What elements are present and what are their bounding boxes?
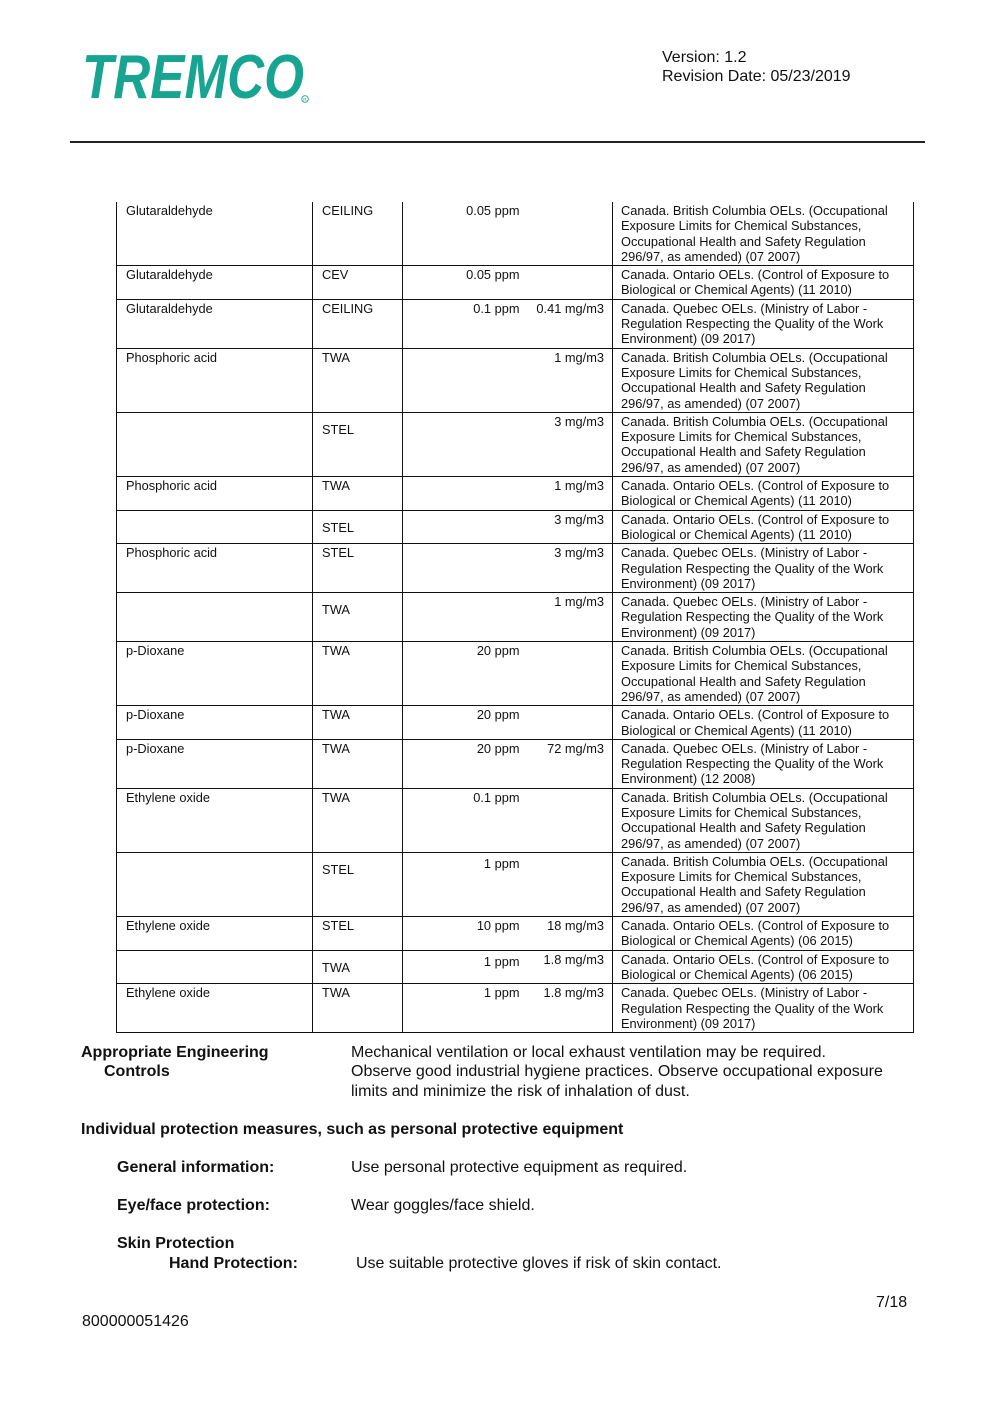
source-cell: Canada. British Columbia OELs. (Occupational Exposure Limits for Chemical Substances, Occupational Health and Safety Regulation 296/97, as amended) (07 2007) — [613, 642, 914, 706]
mg-cell: 1 mg/m3 — [520, 477, 613, 511]
mg-cell: 1 mg/m3 — [520, 348, 613, 412]
source-cell: Canada. British Columbia OELs. (Occupational Exposure Limits for Chemical Substances, Occupational Health and Safety Regulation 296/97, as amended) (07 2007) — [613, 852, 914, 916]
table-row — [117, 299, 914, 348]
mg-cell: 3 mg/m3 — [520, 412, 613, 476]
engineering-label-line1: Appropriate Engineering — [81, 1044, 269, 1061]
component-cell — [117, 510, 313, 544]
source-cell: Canada. Quebec OELs. (Ministry of Labor - Regulation Respecting the Quality of the Work Environment) (09 2017) — [613, 299, 914, 348]
mg-cell: 1.8 mg/m3 — [520, 950, 613, 984]
component-cell: Glutaraldehyde — [117, 299, 313, 348]
mg-cell — [520, 852, 613, 916]
table-row — [117, 348, 914, 412]
source-cell: Canada. Ontario OELs. (Control of Exposure to Biological or Chemical Agents) (11 2010) — [613, 477, 914, 511]
hand-protection-label: Hand Protection: — [169, 1255, 298, 1272]
mg-cell: 1 mg/m3 — [520, 593, 613, 642]
table-row — [117, 477, 914, 511]
component-cell: Glutaraldehyde — [117, 202, 313, 266]
source-cell: Canada. Quebec OELs. (Ministry of Labor - Regulation Respecting the Quality of the Work Environment) (09 2017) — [613, 544, 914, 593]
engineering-controls-text — [351, 1043, 883, 1101]
ppm-cell: 0.1 ppm — [403, 299, 520, 348]
revision-date: Revision Date: 05/23/2019 — [662, 68, 851, 85]
ppm-cell — [403, 544, 520, 593]
mg-cell — [520, 642, 613, 706]
component-cell: Ethylene oxide — [117, 917, 313, 951]
type-cell: STEL — [313, 510, 403, 544]
ppe-heading: Individual protection measures, such as personal protective equipment — [81, 1121, 624, 1138]
type-cell: TWA — [313, 706, 403, 740]
ppm-cell: 0.05 ppm — [403, 202, 520, 266]
table-row — [117, 950, 914, 984]
mg-cell — [520, 788, 613, 852]
component-cell: p-Dioxane — [117, 642, 313, 706]
version-info — [662, 48, 851, 86]
engineering-text-line1: Mechanical ventilation or local exhaust ventilation may be required. — [351, 1044, 826, 1061]
header-divider — [70, 141, 925, 143]
source-cell: Canada. British Columbia OELs. (Occupational Exposure Limits for Chemical Substances, Occupational Health and Safety Regulation 296/97, as amended) (07 2007) — [613, 412, 914, 476]
source-cell: Canada. Ontario OELs. (Control of Exposure to Biological or Chemical Agents) (11 2010) — [613, 706, 914, 740]
type-cell: TWA — [313, 950, 403, 984]
mg-cell: 1.8 mg/m3 — [520, 984, 613, 1033]
mg-cell — [520, 706, 613, 740]
type-cell: TWA — [313, 477, 403, 511]
type-cell: TWA — [313, 348, 403, 412]
exposure-limits-table — [116, 202, 914, 1033]
mg-cell: 72 mg/m3 — [520, 739, 613, 788]
ppm-cell: 0.1 ppm — [403, 788, 520, 852]
ppm-cell: 1 ppm — [403, 984, 520, 1033]
eye-protection-text: Wear goggles/face shield. — [351, 1197, 535, 1214]
table-row — [117, 544, 914, 593]
engineering-label-line2: Controls — [104, 1063, 170, 1081]
source-cell: Canada. British Columbia OELs. (Occupational Exposure Limits for Chemical Substances, Occupational Health and Safety Regulation 296/97, as amended) (07 2007) — [613, 788, 914, 852]
type-cell: STEL — [313, 412, 403, 476]
component-cell — [117, 852, 313, 916]
component-cell: p-Dioxane — [117, 706, 313, 740]
type-cell: TWA — [313, 593, 403, 642]
component-cell: Phosphoric acid — [117, 348, 313, 412]
ppm-cell: 20 ppm — [403, 739, 520, 788]
source-cell: Canada. Ontario OELs. (Control of Exposure to Biological or Chemical Agents) (11 2010) — [613, 510, 914, 544]
type-cell: STEL — [313, 917, 403, 951]
type-cell: STEL — [313, 852, 403, 916]
ppm-cell — [403, 412, 520, 476]
ppm-cell — [403, 593, 520, 642]
table-row — [117, 202, 914, 266]
mg-cell: 0.41 mg/m3 — [520, 299, 613, 348]
table-row — [117, 642, 914, 706]
source-cell: Canada. British Columbia OELs. (Occupational Exposure Limits for Chemical Substances, Occupational Health and Safety Regulation 296/97, as amended) (07 2007) — [613, 202, 914, 266]
source-cell: Canada. British Columbia OELs. (Occupational Exposure Limits for Chemical Substances, Occupational Health and Safety Regulation 296/97, as amended) (07 2007) — [613, 348, 914, 412]
type-cell: CEILING — [313, 299, 403, 348]
table-row — [117, 706, 914, 740]
table-row — [117, 852, 914, 916]
table-row — [117, 984, 914, 1033]
source-cell: Canada. Quebec OELs. (Ministry of Labor - Regulation Respecting the Quality of the Work Environment) (09 2017) — [613, 593, 914, 642]
ppm-cell — [403, 477, 520, 511]
component-cell: p-Dioxane — [117, 739, 313, 788]
ppm-cell — [403, 348, 520, 412]
source-cell: Canada. Quebec OELs. (Ministry of Labor - Regulation Respecting the Quality of the Work Environment) (09 2017) — [613, 984, 914, 1033]
ppm-cell: 20 ppm — [403, 706, 520, 740]
source-cell: Canada. Quebec OELs. (Ministry of Labor - Regulation Respecting the Quality of the Work Environment) (12 2008) — [613, 739, 914, 788]
eye-protection-label: Eye/face protection: — [117, 1197, 270, 1214]
general-info-label: General information: — [117, 1159, 275, 1176]
engineering-text-line3: limits and minimize the risk of inhalation of dust. — [351, 1082, 690, 1100]
component-cell: Phosphoric acid — [117, 544, 313, 593]
document-id: 800000051426 — [82, 1313, 189, 1330]
type-cell: TWA — [313, 984, 403, 1033]
page-number: 7/18 — [876, 1294, 908, 1311]
table-row — [117, 412, 914, 476]
table-row — [117, 917, 914, 951]
component-cell: Phosphoric acid — [117, 477, 313, 511]
mg-cell — [520, 202, 613, 266]
mg-cell: 18 mg/m3 — [520, 917, 613, 951]
svg-text:TREMCO: TREMCO — [82, 44, 304, 106]
engineering-text-line2: Observe good industrial hygiene practices. Observe occupational exposure — [351, 1063, 883, 1081]
type-cell: CEV — [313, 266, 403, 300]
type-cell: STEL — [313, 544, 403, 593]
type-cell: TWA — [313, 788, 403, 852]
mg-cell: 3 mg/m3 — [520, 510, 613, 544]
engineering-controls-label — [81, 1043, 269, 1082]
source-cell: Canada. Ontario OELs. (Control of Exposure to Biological or Chemical Agents) (06 2015) — [613, 917, 914, 951]
component-cell: Glutaraldehyde — [117, 266, 313, 300]
ppm-cell: 0.05 ppm — [403, 266, 520, 300]
component-cell — [117, 412, 313, 476]
general-info-text: Use personal protective equipment as required. — [351, 1159, 688, 1176]
ppm-cell: 10 ppm — [403, 917, 520, 951]
ppm-cell — [403, 510, 520, 544]
ppm-cell: 1 ppm — [403, 852, 520, 916]
type-cell: TWA — [313, 739, 403, 788]
type-cell: CEILING — [313, 202, 403, 266]
ppm-cell: 20 ppm — [403, 642, 520, 706]
skin-protection-label: Skin Protection — [117, 1235, 235, 1252]
ppm-cell: 1 ppm — [403, 950, 520, 984]
tremco-logo — [80, 44, 312, 106]
component-cell — [117, 950, 313, 984]
svg-text:R: R — [303, 97, 307, 102]
mg-cell — [520, 266, 613, 300]
component-cell: Ethylene oxide — [117, 788, 313, 852]
component-cell: Ethylene oxide — [117, 984, 313, 1033]
table-row — [117, 788, 914, 852]
version-number: Version: 1.2 — [662, 49, 747, 66]
source-cell: Canada. Ontario OELs. (Control of Exposure to Biological or Chemical Agents) (06 2015) — [613, 950, 914, 984]
hand-protection-text: Use suitable protective gloves if risk of skin contact. — [356, 1255, 722, 1272]
mg-cell: 3 mg/m3 — [520, 544, 613, 593]
type-cell: TWA — [313, 642, 403, 706]
table-row — [117, 739, 914, 788]
table-row — [117, 266, 914, 300]
source-cell: Canada. Ontario OELs. (Control of Exposure to Biological or Chemical Agents) (11 2010) — [613, 266, 914, 300]
component-cell — [117, 593, 313, 642]
table-row — [117, 593, 914, 642]
table-row — [117, 510, 914, 544]
